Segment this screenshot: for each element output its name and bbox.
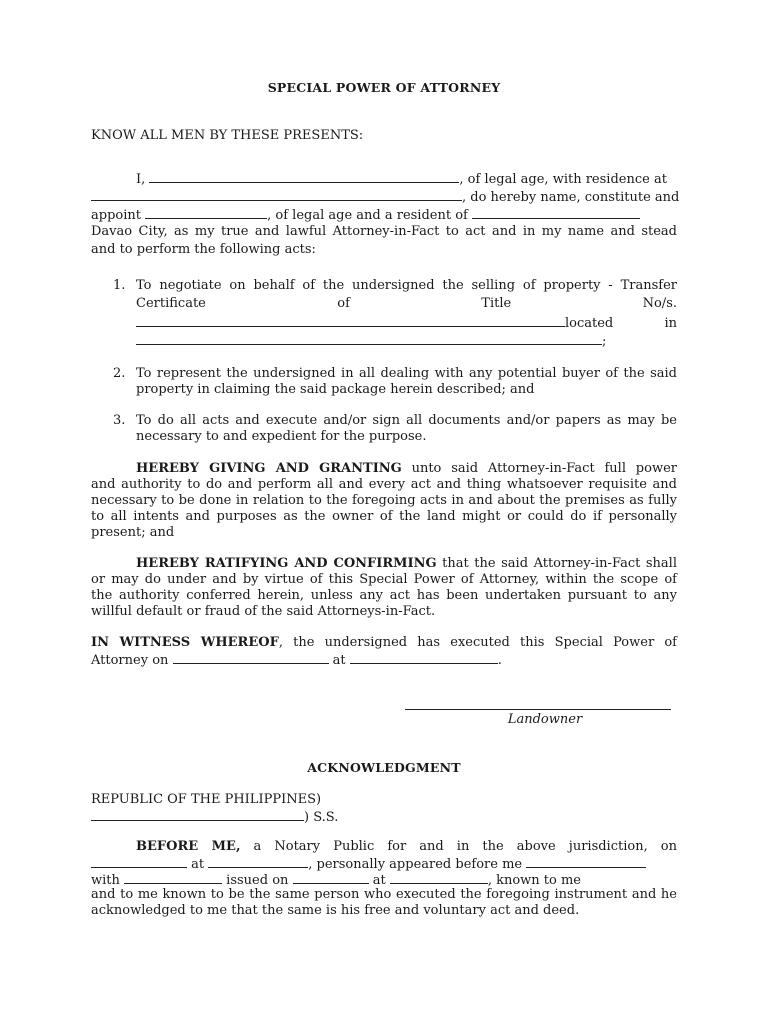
p1-line-3: appoint , of legal age and a resident of (91, 206, 677, 222)
p1-line-5: and to perform the following acts: (91, 242, 316, 257)
id-issue-place-blank (390, 871, 488, 884)
attorney-residence-blank (472, 206, 640, 219)
residence-blank (91, 188, 462, 201)
execution-place-blank (350, 651, 498, 664)
ratifying-line-3: the authority conferred herein, unless any act has been undertaken pursuant to any (91, 588, 677, 603)
ratifying-line-4: willful default or fraud of the said Attorneys-in-Fact. (91, 604, 436, 619)
attorney-name-blank (145, 206, 267, 219)
p1-line-2: , do hereby name, constitute and (91, 188, 677, 204)
principal-name-blank (149, 170, 459, 183)
preamble: KNOW ALL MEN BY THESE PRESENTS: (91, 128, 364, 143)
item-3-line-1: To do all acts and execute and/or sign all documents and/or papers as may be (136, 413, 677, 428)
before-line-4: and to me known to be the same person who executed the foregoing instrument and he (91, 887, 677, 902)
item-1-number: 1. (113, 278, 126, 293)
giving-line-4: to all intents and purposes as the owner of the land might or could do if personally (91, 509, 677, 524)
ratifying-line-2: or may do under and by virtue of this Special Power of Attorney, within the scope of (91, 572, 677, 587)
before-line-1: BEFORE ME, a Notary Public for and in the above jurisdiction, on (136, 839, 677, 854)
before-line-5: acknowledged to me that the same is his free and voluntary act and deed. (91, 903, 580, 918)
giving-line-5: present; and (91, 525, 175, 540)
witness-heading: IN WITNESS WHEREOF (91, 635, 279, 650)
item-3-number: 3. (113, 413, 126, 428)
ratifying-line-1: HEREBY RATIFYING AND CONFIRMING that the said Attorney-in-Fact shall (136, 556, 677, 571)
witness-line-1: IN WITNESS WHEREOF, the undersigned has executed this Special Power of (91, 635, 677, 650)
giving-line-1: HEREBY GIVING AND GRANTING unto said Attorney-in-Fact full power (136, 461, 677, 476)
notary-place-blank (208, 855, 308, 868)
notary-date-blank (91, 855, 187, 868)
venue-line-1: REPUBLIC OF THE PHILIPPINES) (91, 792, 322, 807)
p1-line-4: Davao City, as my true and lawful Attorney-in-Fact to act and in my name and stead (91, 224, 677, 239)
item-1-line-3: located in (136, 314, 677, 332)
before-line-3: with issued on at , known to me (91, 873, 581, 888)
signature-line (405, 709, 671, 710)
acknowledgment-title: ACKNOWLEDGMENT (307, 760, 461, 775)
item-2-line-1: To represent the undersigned in all dealing with any potential buyer of the said (136, 366, 677, 381)
giving-heading: HEREBY GIVING AND GRANTING (136, 461, 402, 476)
item-2-line-2: property in claiming the said package herein described; and (136, 382, 535, 397)
document-title: SPECIAL POWER OF ATTORNEY (267, 80, 501, 95)
giving-line-2: and authority to do and perform all and every act and thing whatsoever requisite and (91, 477, 677, 492)
id-number-blank (124, 871, 222, 884)
item-3-line-2: necessary to and expedient for the purpose. (136, 429, 427, 444)
item-2-number: 2. (113, 366, 126, 381)
id-issue-date-blank (293, 871, 369, 884)
item-1-line-1: To negotiate on behalf of the undersigned the selling of property - Transfer (136, 278, 677, 293)
giving-line-3: necessary to be done in relation to the foregoing acts in and about the premises as fully (91, 493, 677, 508)
appearing-party-blank (526, 855, 646, 868)
title-number-blank (136, 314, 565, 327)
item-1-line-4: ; (136, 332, 606, 350)
ratifying-heading: HEREBY RATIFYING AND CONFIRMING (136, 556, 437, 571)
venue-city-blank (91, 808, 304, 821)
item-1-line-2: Certificate of Title No/s. (136, 296, 677, 311)
venue-line-2: ) S.S. (91, 808, 338, 826)
signature-label: Landowner (507, 712, 583, 727)
execution-date-blank (173, 651, 329, 664)
p1-line-1: I, , of legal age, with residence at (136, 172, 667, 187)
witness-line-2: Attorney on at . (91, 653, 502, 668)
before-heading: BEFORE ME, (136, 839, 241, 854)
location-blank (136, 332, 602, 345)
before-line-2: at , personally appeared before me (91, 855, 677, 871)
